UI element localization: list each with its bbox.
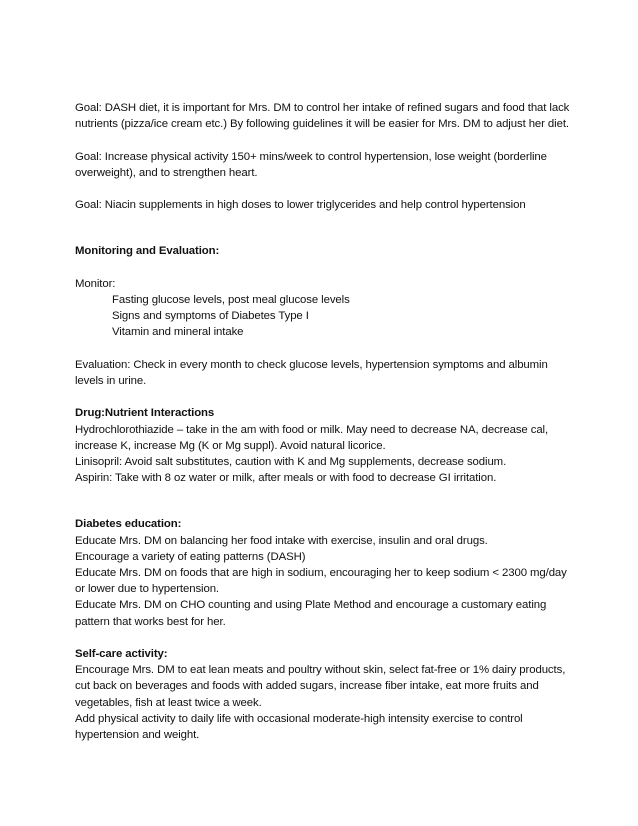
diabetes-education-line: Educate Mrs. DM on balancing her food intake with exercise, insulin and oral drugs.	[75, 534, 488, 547]
drug-line-hydrochlorothiazide: Hydrochlorothiazide – take in the am with food or milk. May need to decrease NA, decrease cal, increase K, increase Mg (K or Mg suppl). Avoid natural licorice.	[75, 423, 549, 452]
monitor-item: Fasting glucose levels, post meal glucose levels	[112, 293, 350, 306]
monitor-label: Monitor:	[75, 277, 116, 290]
goal-dash-diet: Goal: DASH diet, it is important for Mrs. DM to control her intake of refined sugars and food that lack nutrients (pizza/ice cream etc.) By following guidelines it will be easier for Mrs. DM to adjust her diet.	[75, 102, 570, 131]
monitor-item: Signs and symptoms of Diabetes Type I	[112, 310, 309, 323]
diabetes-education-line: Educate Mrs. DM on CHO counting and using Plate Method and encourage a customary eating pattern that works best for her.	[75, 599, 547, 628]
monitor-item: Vitamin and mineral intake	[112, 326, 244, 339]
diabetes-education-line: Encourage a variety of eating patterns (DASH)	[75, 550, 306, 563]
evaluation-text: Evaluation: Check in every month to check glucose levels, hypertension symptoms and albumin levels in urine.	[75, 358, 548, 387]
drug-line-linisopril: Linisopril: Avoid salt substitutes, caution with K and Mg supplements, decrease sodium.	[75, 455, 507, 468]
goal-physical-activity: Goal: Increase physical activity 150+ mins/week to control hypertension, lose weight (borderline overweight), and to strengthen heart.	[75, 150, 547, 179]
diabetes-education-line: Educate Mrs. DM on foods that are high in sodium, encouraging her to keep sodium < 2300 mg/day or lower due to hypertension.	[75, 567, 567, 596]
goal-niacin: Goal: Niacin supplements in high doses to lower triglycerides and help control hypertension	[75, 199, 526, 212]
self-care-line: Add physical activity to daily life with occasional moderate-high intensity exercise to control hypertension and weight.	[75, 712, 523, 742]
self-care-line: Encourage Mrs. DM to eat lean meats and poultry without skin, select fat-free or 1% dairy products, cut back on beverages and foods with added sugars, increase fiber intake, eat more fruits and vegetables, fish at least twice a week.	[75, 664, 566, 709]
drug-line-aspirin: Aspirin: Take with 8 oz water or milk, after meals or with food to decrease GI irritation.	[75, 472, 497, 485]
self-care-heading: Self-care activity:	[75, 648, 168, 660]
monitoring-heading: Monitoring and Evaluation:	[75, 245, 220, 258]
document-body	[75, 100, 575, 743]
drug-nutrient-heading: Drug:Nutrient Interactions	[75, 407, 215, 420]
diabetes-education-heading: Diabetes education:	[75, 518, 182, 531]
